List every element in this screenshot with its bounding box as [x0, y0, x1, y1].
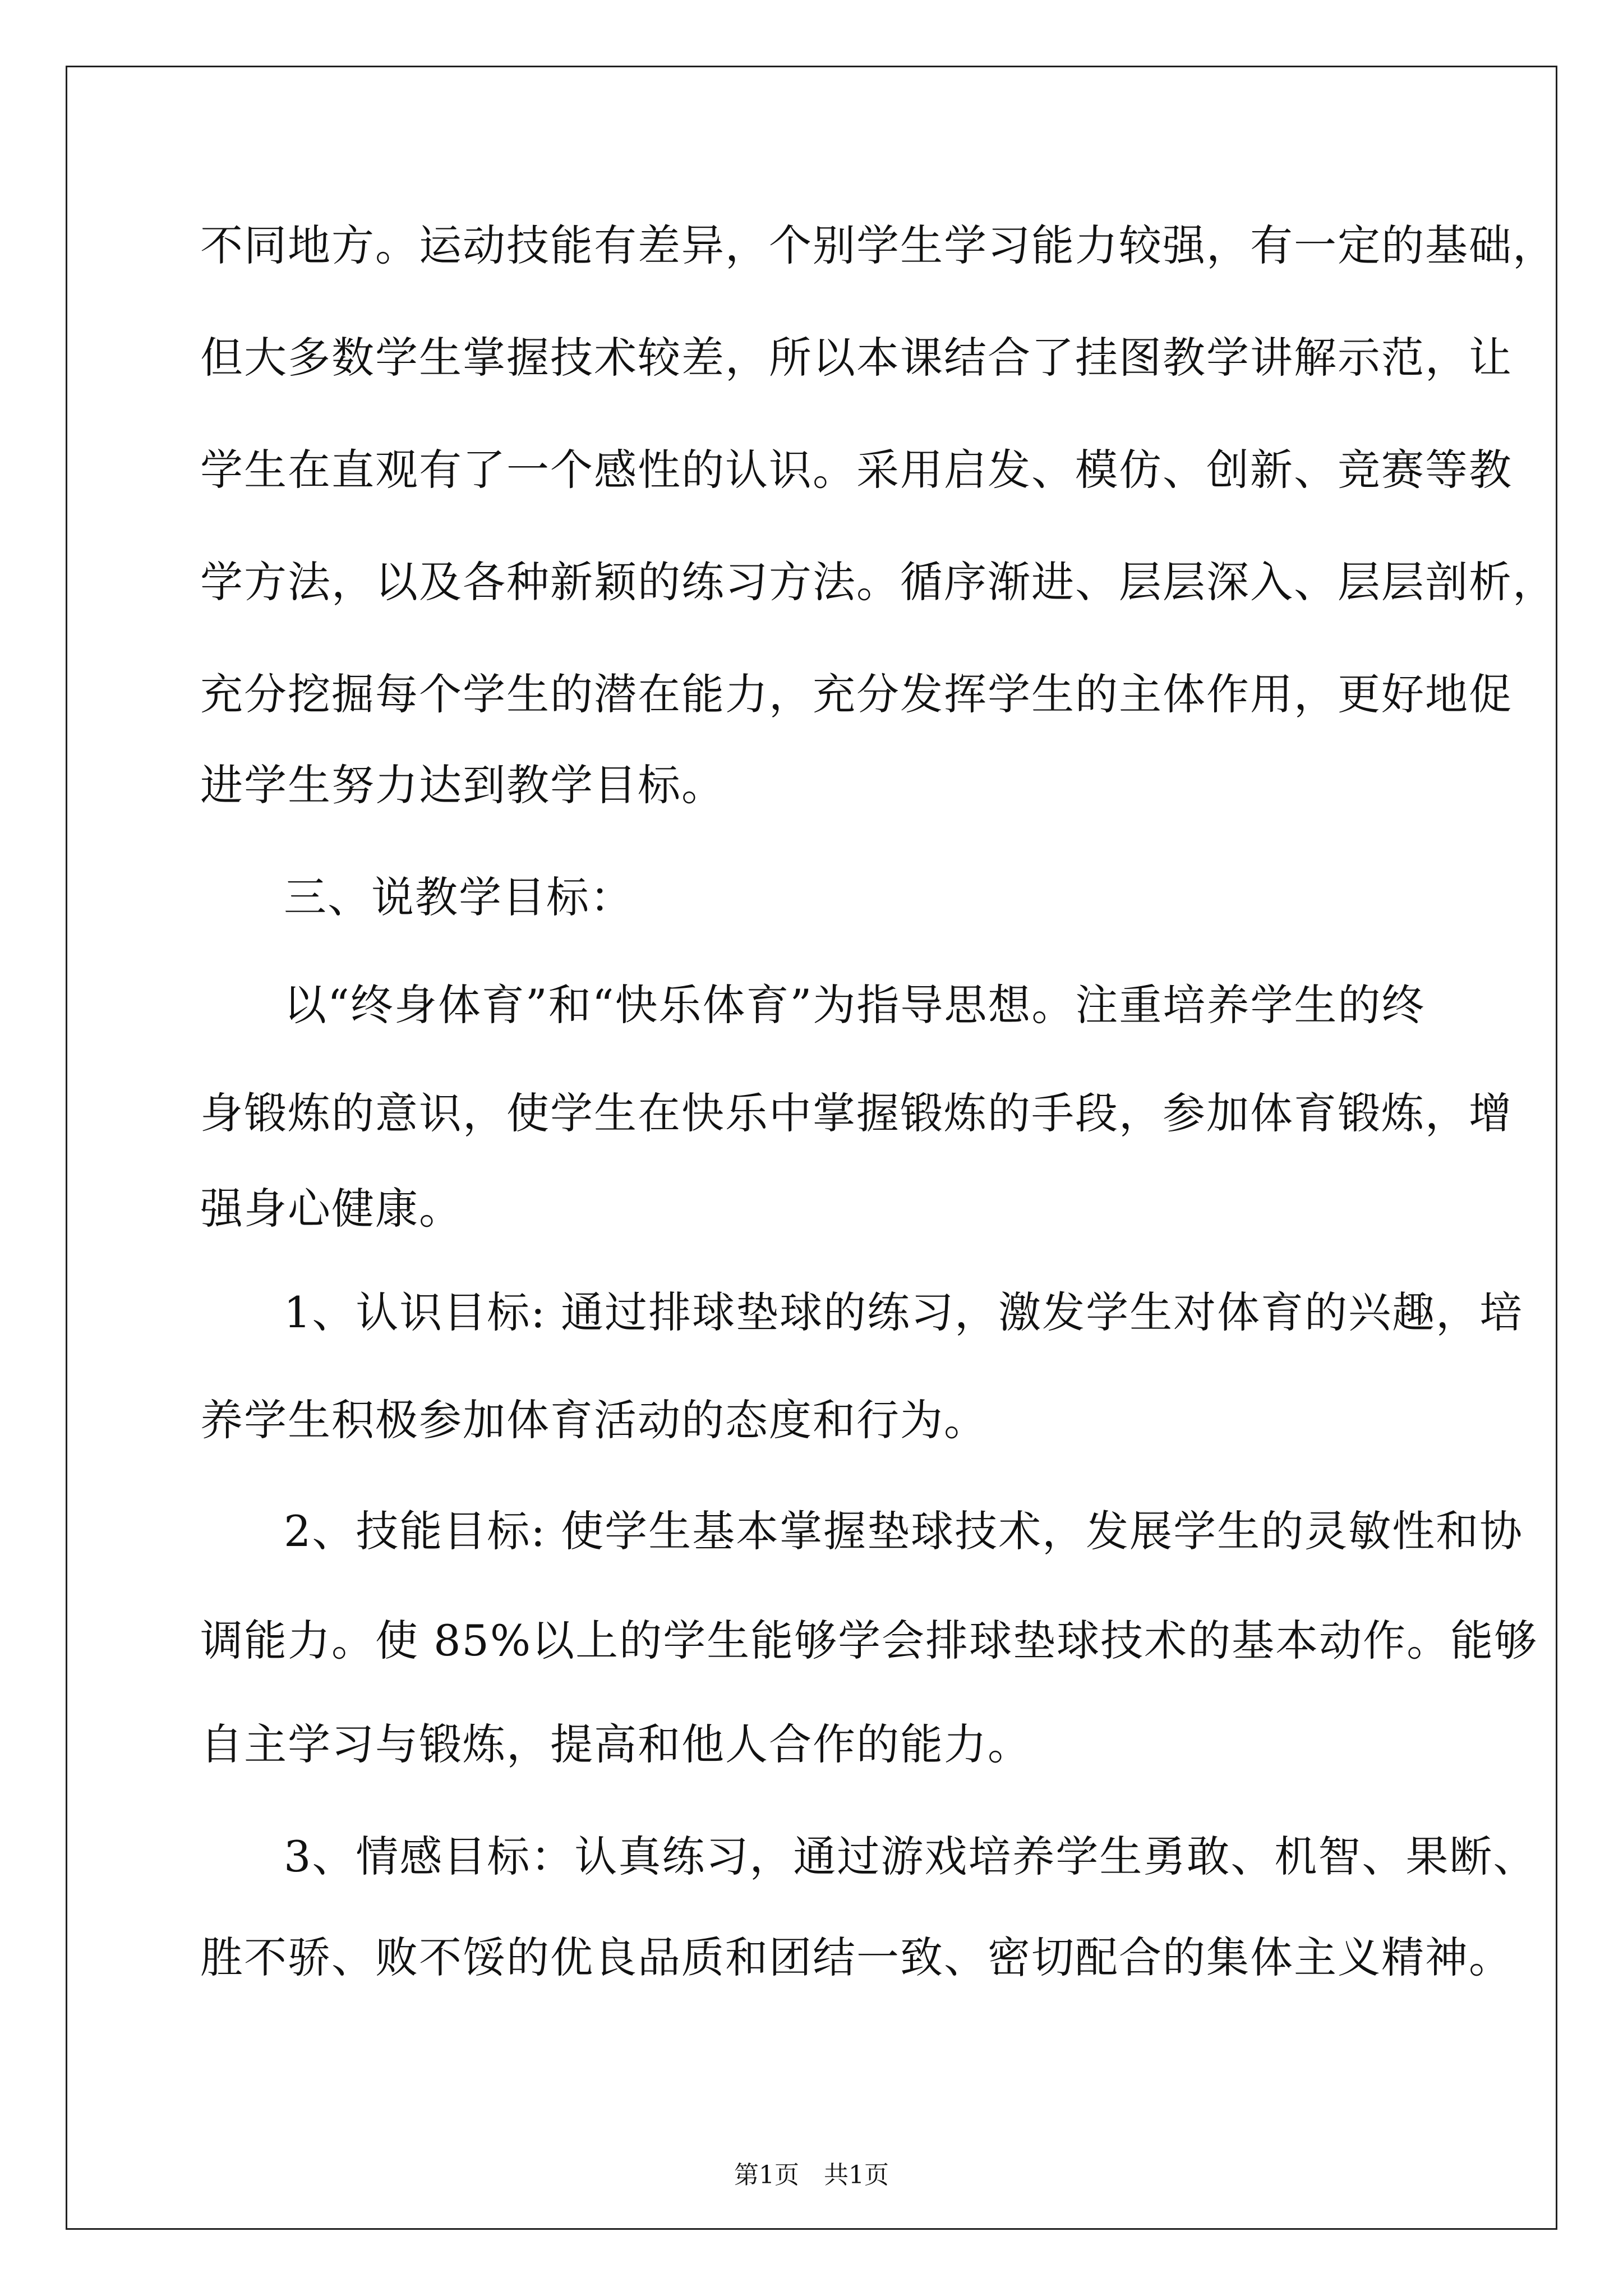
body-line: 调能力。使 85%以上的学生能够学会排球垫球技术的基本动作。能够	[200, 1616, 1538, 1665]
body-line: 自主学习与锻炼，提高和他人合作的能力。	[200, 1719, 1031, 1769]
body-line: 不同地方。运动技能有差异，个别学生学习能力较强，有一定的基础，	[200, 220, 1556, 270]
body-line: 强身心健康。	[200, 1184, 463, 1234]
body-line: 学生在直观有了一个感性的认识。采用启发、模仿、创新、竞赛等教	[200, 445, 1513, 495]
body-line: 胜不骄、败不馁的优良品质和团结一致、密切配合的集体主义精神。	[200, 1932, 1513, 1982]
body-line: 养学生积极参加体育活动的态度和行为。	[200, 1395, 988, 1445]
page-footer: 第1页 共1页	[734, 2161, 889, 2189]
body-line: 1、认识目标: 通过排球垫球的练习，激发学生对体育的兴趣，培	[284, 1287, 1524, 1337]
body-line: 以“终身体育”和“快乐体育”为指导思想。注重培养学生的终	[284, 980, 1426, 1030]
page-border	[66, 66, 1557, 2230]
body-line: 2、技能目标: 使学生基本掌握垫球技术，发展学生的灵敏性和协	[284, 1506, 1524, 1556]
body-line: 身锻炼的意识，使学生在快乐中掌握锻炼的手段，参加体育锻炼，增	[200, 1088, 1513, 1138]
body-line: 充分挖掘每个学生的潜在能力，充分发挥学生的主体作用，更好地促	[200, 669, 1513, 719]
body-line: 进学生努力达到教学目标。	[200, 760, 725, 810]
body-line: 3、情感目标：认真练习，通过游戏培养学生勇敢、机智、果断、	[284, 1832, 1537, 1881]
section-heading: 三、说教学目标：	[284, 872, 634, 922]
body-line: 学方法，以及各种新颖的练习方法。循序渐进、层层深入、层层剖析，	[200, 557, 1556, 607]
body-line: 但大多数学生掌握技术较差，所以本课结合了挂图教学讲解示范，让	[200, 333, 1513, 383]
